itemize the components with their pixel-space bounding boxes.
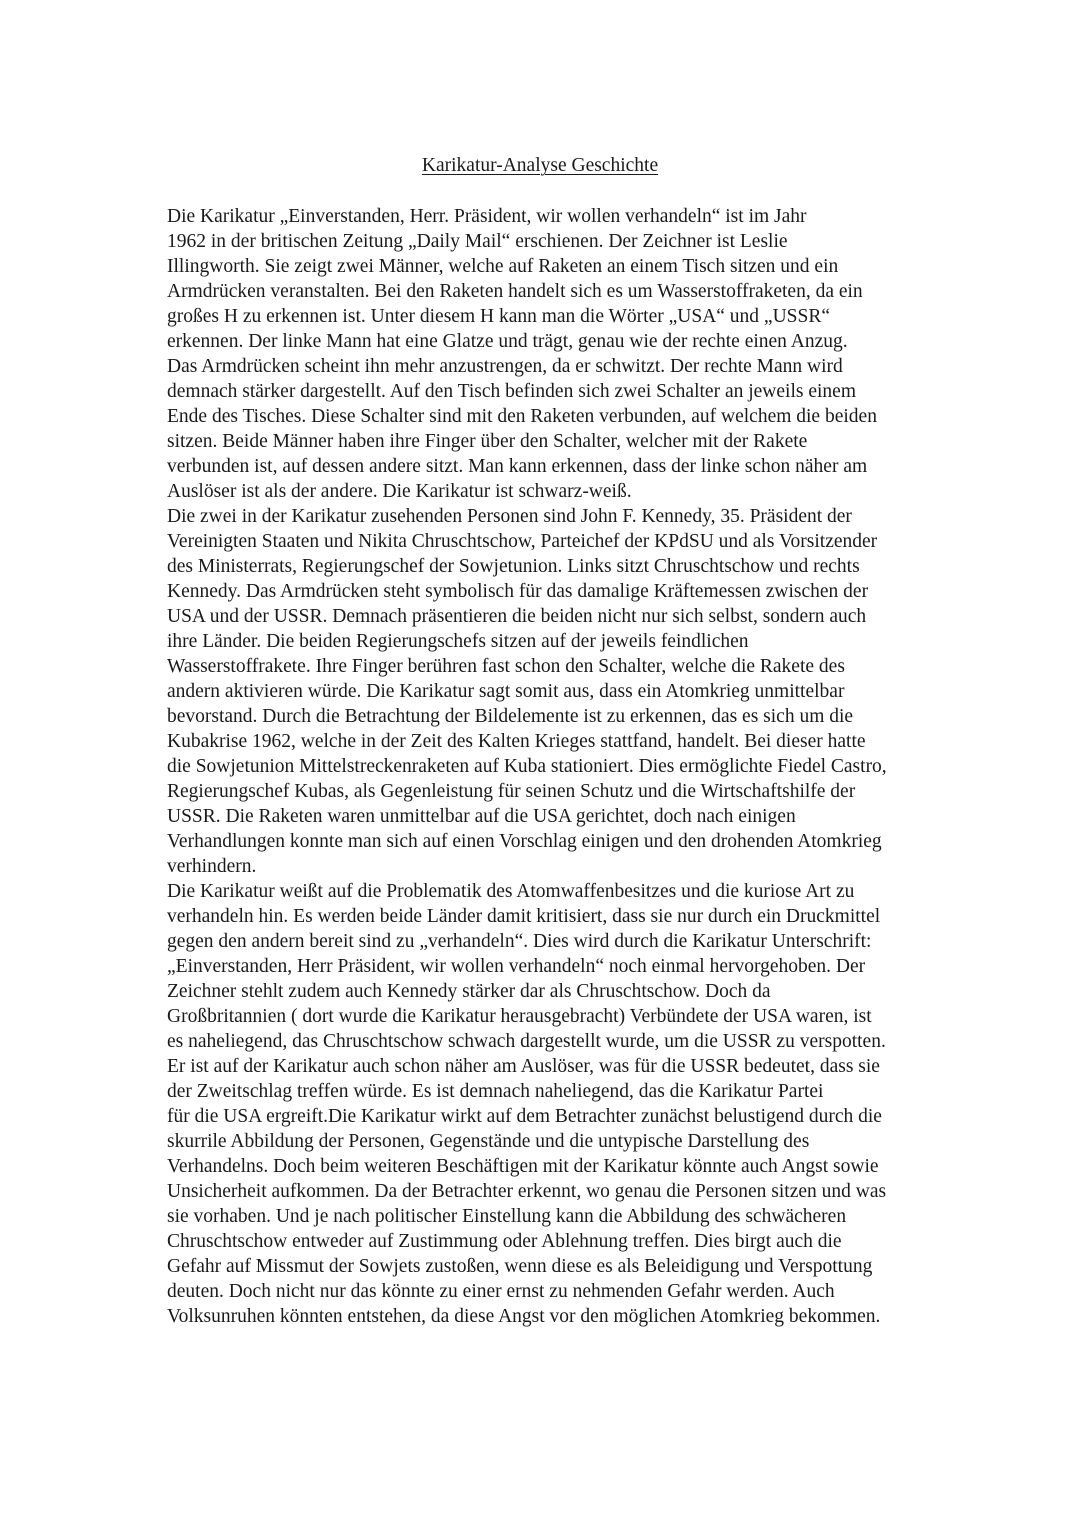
text-line: für die USA ergreift.Die Karikatur wirkt auf dem Betrachter zunächst belustigend durch die: [167, 1106, 882, 1127]
text-line: andern aktivieren würde. Die Karikatur sagt somit aus, dass ein Atomkrieg unmittelbar: [167, 681, 845, 702]
text-line: die Sowjetunion Mittelstreckenraketen auf Kuba stationiert. Dies ermöglichte Fiedel Castro,: [167, 756, 887, 777]
text-line: Er ist auf der Karikatur auch schon näher am Auslöser, was für die USSR bedeutet, dass sie: [167, 1056, 880, 1077]
text-line: Chruschtschow entweder auf Zustimmung oder Ablehnung treffen. Dies birgt auch die: [167, 1231, 842, 1252]
document-body: [167, 204, 997, 1329]
text-line: Unsicherheit aufkommen. Da der Betrachter erkennt, wo genau die Personen sitzen und was: [167, 1181, 887, 1202]
text-line: es naheliegend, das Chruschtschow schwach dargestellt wurde, um die USSR zu verspotten.: [167, 1031, 886, 1052]
text-line: Ende des Tisches. Diese Schalter sind mit den Raketen verbunden, auf welchem die beiden: [167, 406, 877, 427]
text-line: Kubakrise 1962, welche in der Zeit des Kalten Krieges stattfand, handelt. Bei dieser hatte: [167, 731, 866, 752]
text-line: verhindern.: [167, 856, 257, 877]
text-line: skurrile Abbildung der Personen, Gegenstände und die untypische Darstellung des: [167, 1131, 810, 1152]
text-line: großes H zu erkennen ist. Unter diesem H kann man die Wörter „USA“ und „USSR“: [167, 306, 831, 327]
text-line: Gefahr auf Missmut der Sowjets zustoßen, wenn diese es als Beleidigung und Verspottung: [167, 1256, 873, 1277]
text-line: deuten. Doch nicht nur das könnte zu einer ernst zu nehmenden Gefahr werden. Auch: [167, 1281, 835, 1302]
text-line: sitzen. Beide Männer haben ihre Finger über den Schalter, welcher mit der Rakete: [167, 431, 808, 452]
text-line: Zeichner stehlt zudem auch Kennedy stärker dar als Chruschtschow. Doch da: [167, 981, 771, 1002]
document-title-text: Karikatur-Analyse Geschichte: [421, 155, 659, 176]
text-line: Wasserstoffrakete. Ihre Finger berühren fast schon den Schalter, welche die Rakete des: [167, 656, 845, 677]
text-line: erkennen. Der linke Mann hat eine Glatze und trägt, genau wie der rechte einen Anzug.: [167, 331, 848, 352]
text-line: Auslöser ist als der andere. Die Karikatur ist schwarz-weiß.: [167, 481, 632, 502]
text-line: Verhandelns. Doch beim weiteren Beschäftigen mit der Karikatur könnte auch Angst sowie: [167, 1156, 879, 1177]
text-line: Großbritannien ( dort wurde die Karikatur herausgebracht) Verbündete der USA waren, ist: [167, 1006, 872, 1027]
text-line: Regierungschef Kubas, als Gegenleistung für seinen Schutz und die Wirtschaftshilfe der: [167, 781, 856, 802]
document-title: [0, 153, 1080, 179]
text-line: gegen den andern bereit sind zu „verhandeln“. Dies wird durch die Karikatur Unterschrift:: [167, 931, 872, 952]
text-line: Die Karikatur „Einverstanden, Herr. Präsident, wir wollen verhandeln“ ist im Jahr: [167, 206, 807, 227]
text-line: Das Armdrücken scheint ihn mehr anzustrengen, da er schwitzt. Der rechte Mann wird: [167, 356, 843, 377]
text-line: 1962 in der britischen Zeitung „Daily Mail“ erschienen. Der Zeichner ist Leslie: [167, 231, 788, 252]
text-line: Vereinigten Staaten und Nikita Chruschtschow, Parteichef der KPdSU und als Vorsitzender: [167, 531, 878, 552]
text-line: USSR. Die Raketen waren unmittelbar auf die USA gerichtet, doch nach einigen: [167, 806, 796, 827]
text-line: Armdrücken veranstalten. Bei den Raketen handelt sich es um Wasserstoffraketen, da ein: [167, 281, 863, 302]
text-line: ihre Länder. Die beiden Regierungschefs sitzen auf der jeweils feindlichen: [167, 631, 749, 652]
text-line: Verhandlungen konnte man sich auf einen Vorschlag einigen und den drohenden Atomkrieg: [167, 831, 882, 852]
text-line: der Zweitschlag treffen würde. Es ist demnach naheliegend, das die Karikatur Partei: [167, 1081, 824, 1102]
text-line: USA und der USSR. Demnach präsentieren die beiden nicht nur sich selbst, sondern auch: [167, 606, 867, 627]
text-line: Volksunruhen könnten entstehen, da diese Angst vor den möglichen Atomkrieg bekommen.: [167, 1306, 881, 1327]
text-line: Kennedy. Das Armdrücken steht symbolisch für das damalige Kräftemessen zwischen der: [167, 581, 869, 602]
text-line: verbunden ist, auf dessen andere sitzt. Man kann erkennen, dass der linke schon näher am: [167, 456, 868, 477]
text-line: Die zwei in der Karikatur zusehenden Personen sind John F. Kennedy, 35. Präsident der: [167, 506, 852, 527]
text-line: verhandeln hin. Es werden beide Länder damit kritisiert, dass sie nur durch ein Druckmittel: [167, 906, 881, 927]
text-line: Die Karikatur weißt auf die Problematik des Atomwaffenbesitzes und die kuriose Art zu: [167, 881, 855, 902]
text-line: des Ministerrats, Regierungschef der Sowjetunion. Links sitzt Chruschtschow und rechts: [167, 556, 860, 577]
text-line: sie vorhaben. Und je nach politischer Einstellung kann die Abbildung des schwächeren: [167, 1206, 847, 1227]
text-line: Illingworth. Sie zeigt zwei Männer, welche auf Raketen an einem Tisch sitzen und ein: [167, 256, 839, 277]
text-line: bevorstand. Durch die Betrachtung der Bildelemente ist zu erkennen, das es sich um die: [167, 706, 854, 727]
text-line: demnach stärker dargestellt. Auf den Tisch befinden sich zwei Schalter an jeweils einem: [167, 381, 856, 402]
text-line: „Einverstanden, Herr Präsident, wir wollen verhandeln“ noch einmal hervorgehoben. Der: [167, 956, 866, 977]
